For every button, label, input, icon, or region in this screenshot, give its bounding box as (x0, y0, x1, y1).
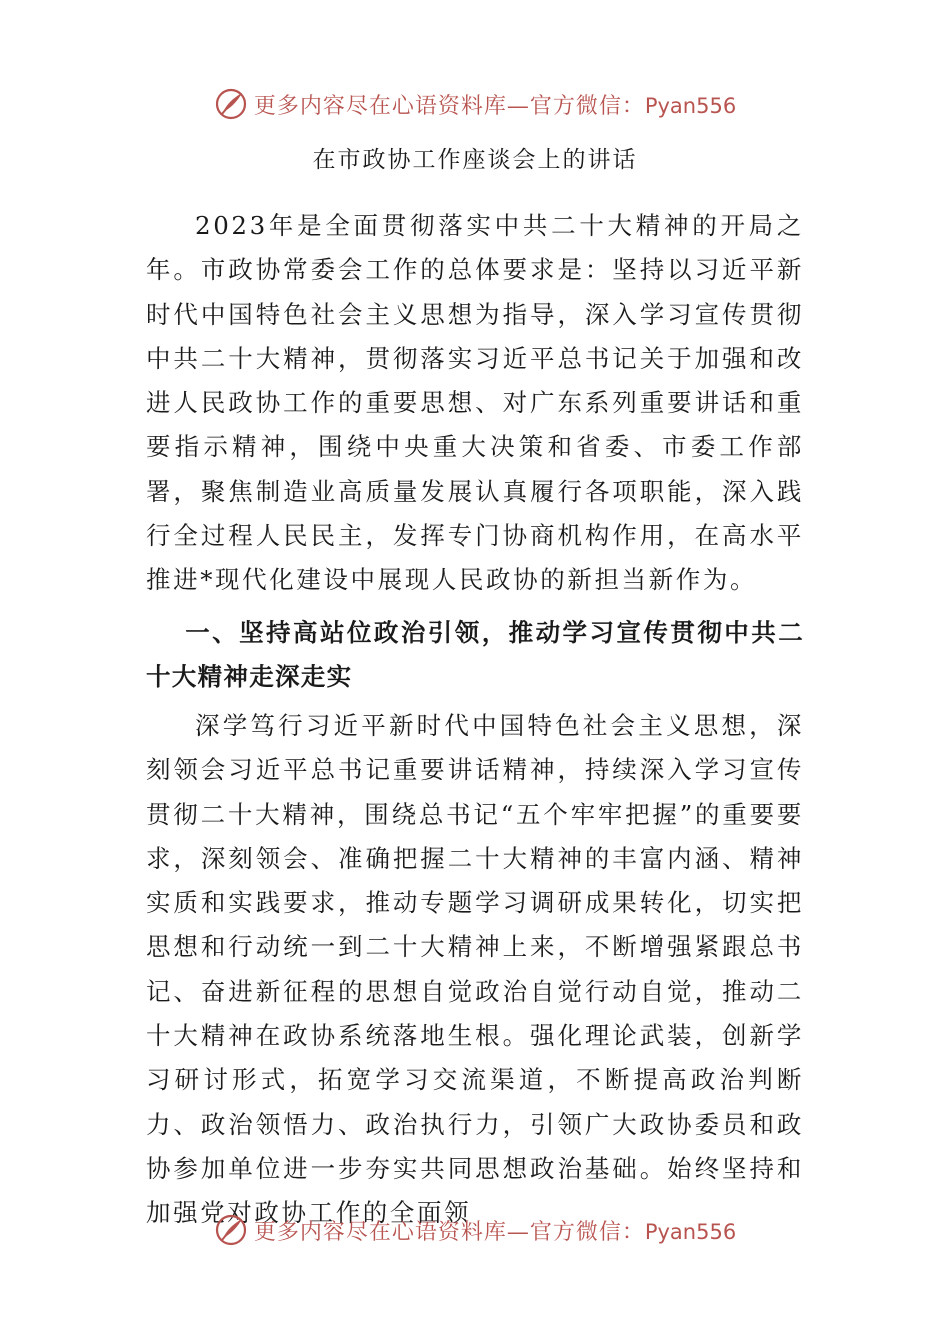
wechat-id: Pyan556 (644, 1219, 737, 1244)
quill-logo-icon (214, 87, 248, 121)
section-heading-1: 一、坚持高站位政治引领，推动学习宣传贯彻中共二十大精神走深走实 (146, 618, 804, 692)
watermark-text: 更多内容尽在心语资料库—官方微信：Pyan556 (253, 1219, 737, 1245)
watermark-banner-top (0, 84, 950, 124)
quill-logo-icon (214, 1213, 248, 1247)
document-title: 在市政协工作座谈会上的讲话 (312, 147, 638, 173)
watermark-banner-bottom (0, 1210, 950, 1250)
section-1-paragraph: 深学笃行习近平新时代中国特色社会主义思想，深刻领会习近平总书记重要讲话精神，持续深入学习宣传贯彻二十大精神，围绕总书记“五个牢牢把握”的重要要求，深刻领会、准确把握二十大精神的丰富内涵、精神实质和实践要求，推动专题学习调研成果转化，切实把思想和行动统一到二十大精神上来，不断增强紧跟总书记、奋进新征程的思想自觉政治自觉行动自觉，推动二十大精神在政协系统落地生根。强化理论武装，创新学习研讨形式，拓宽学习交流渠道，不断提高政治判断力、政治领悟力、政治执行力，引领广大政协委员和政协参加单位进一步夯实共同思想政治基础。始终坚持和加强党对政协工作的全面领 (146, 711, 804, 1228)
intro-paragraph: 2023年是全面贯彻落实中共二十大精神的开局之年。市政协常委会工作的总体要求是：坚持以习近平新时代中国特色社会主义思想为指导，深入学习宣传贯彻中共二十大精神，贯彻落实习近平总书记关于加强和改进人民政协工作的重要思想、对广东系列重要讲话和重要指示精神，围绕中央重大决策和省委、市委工作部署，聚焦制造业高质量发展认真履行各项职能，深入践行全过程人民民主，发挥专门协商机构作用，在高水平推进*现代化建设中展现人民政协的新担当新作为。 (146, 211, 804, 595)
watermark-text: 更多内容尽在心语资料库—官方微信：Pyan556 (253, 93, 737, 119)
wechat-id: Pyan556 (644, 93, 737, 118)
